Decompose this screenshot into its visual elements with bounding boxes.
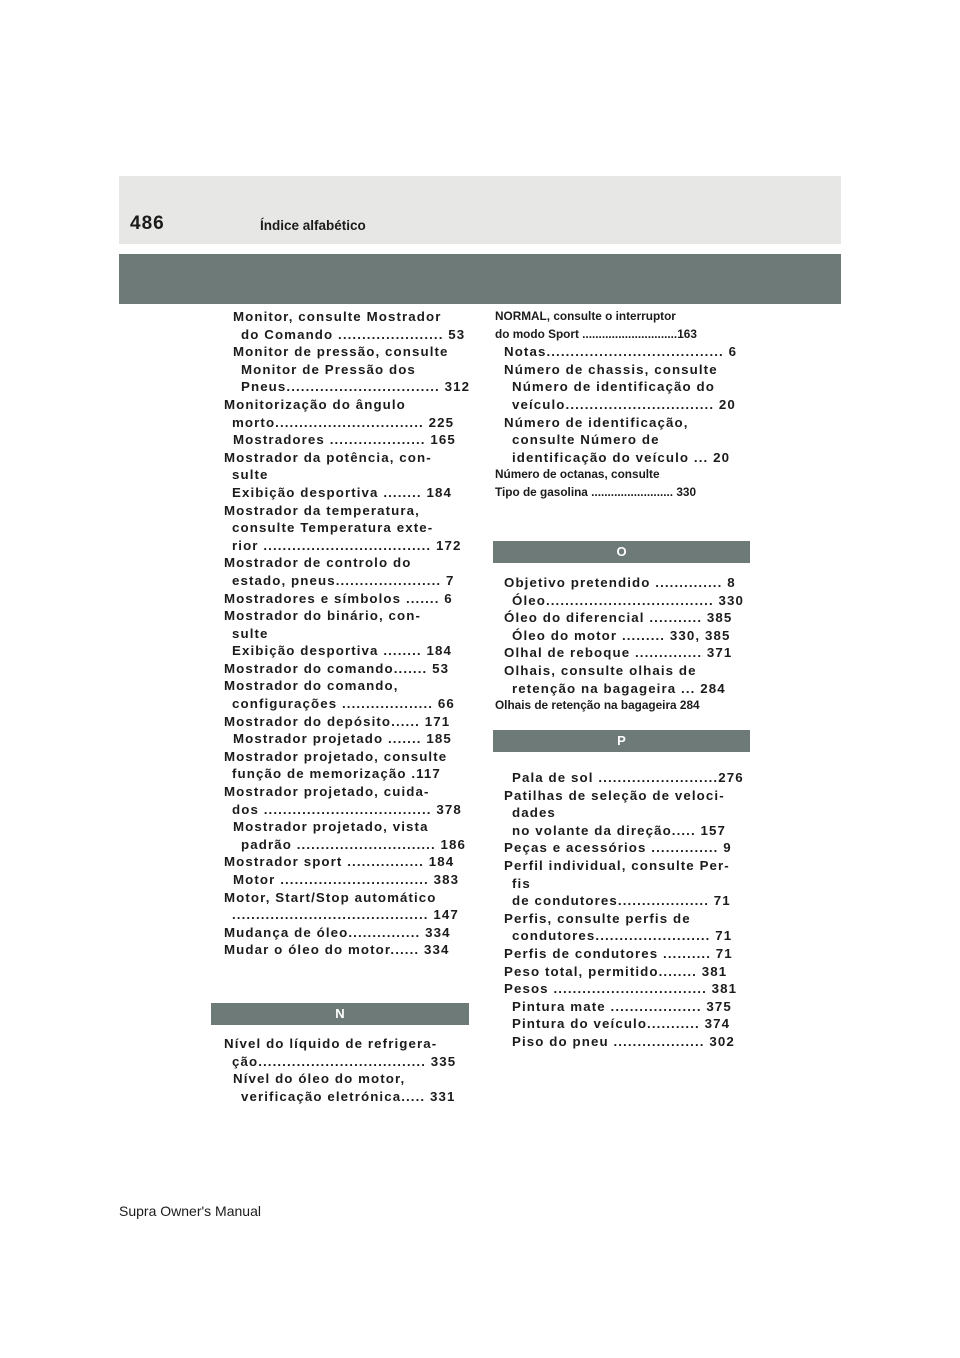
index-entry-line: Olhais de retenção na bagageira 284 <box>495 698 700 713</box>
index-entry-line: consulte Número de <box>512 432 660 448</box>
index-entry-line: Peças e acessórios .............. 9 <box>504 840 732 856</box>
index-entry-line: Mudar o óleo do motor...... 334 <box>224 942 450 958</box>
index-entry <box>495 609 751 644</box>
index-entry <box>495 574 751 609</box>
index-entry-line: Tipo de gasolina ......................... 330 <box>495 484 697 499</box>
index-entry-line: Mostradores .................... 165 <box>233 432 456 448</box>
index-entry-line: Pala de sol .........................276 <box>512 770 744 785</box>
index-entry-line: Número de identificação do <box>512 379 715 395</box>
index-entry <box>224 871 462 889</box>
index-entry-line: função de memorização .117 <box>232 766 441 782</box>
index-entry <box>495 963 751 981</box>
index-entry-line: veículo............................... 20 <box>512 396 736 412</box>
index-entry-line: Monitorização do ângulo <box>224 396 406 412</box>
index-entry-line: Óleo................................... 330 <box>512 592 745 608</box>
index-entry-line: Óleo do motor ......... 330, 385 <box>512 627 731 643</box>
index-entry-line: retenção na bagageira ... 284 <box>512 680 726 696</box>
index-entry-line: Monitor de pressão, consulte <box>233 344 449 360</box>
index-entry-line: sulte <box>232 467 269 483</box>
index-entry <box>224 660 462 678</box>
index-entry-line: Mostrador projetado, cuida- <box>224 784 430 800</box>
index-entry-line: Número de chassis, consulte <box>504 361 718 377</box>
index-entry-line: Mostrador do comando....... 53 <box>224 660 450 676</box>
index-entry-line: Mostradores e símbolos ....... 6 <box>224 590 453 606</box>
index-entry-line: estado, pneus...................... 7 <box>232 572 455 588</box>
index-entry-line: Olhal de reboque .............. 371 <box>504 645 733 661</box>
index-entry-line: Piso do pneu ................... 302 <box>512 1033 735 1049</box>
index-entry <box>495 910 751 945</box>
index-column-left <box>224 308 471 959</box>
page-number: 486 <box>130 213 165 234</box>
index-entry <box>224 554 462 589</box>
index-entry-line: verificação eletrónica..... 331 <box>241 1088 456 1104</box>
index-entry <box>495 414 751 467</box>
index-entry <box>224 1035 462 1070</box>
index-entry-line: Peso total, permitido........ 381 <box>504 963 728 979</box>
index-entry-line: Monitor, consulte Mostrador <box>233 309 442 324</box>
index-entry <box>224 941 462 959</box>
index-entry <box>224 1070 462 1105</box>
index-entry-line: Objetivo pretendido .............. 8 <box>504 575 736 590</box>
index-entry-line: configurações ................... 66 <box>232 696 455 712</box>
index-entry-line: Pintura do veículo........... 374 <box>512 1016 731 1032</box>
index-entry-line: Número de identificação, <box>504 414 689 430</box>
section-header-n: N <box>211 1003 469 1025</box>
index-entry <box>495 662 751 697</box>
header-band <box>119 176 841 244</box>
index-entry <box>495 308 751 326</box>
index-entry <box>224 343 471 396</box>
index-entry-line: Mostrador do binário, con- <box>224 608 422 624</box>
index-list-n <box>224 1035 462 1105</box>
index-entry-line: Mostrador do depósito...... 171 <box>224 713 451 729</box>
index-entry-line: Mostrador da potência, con- <box>224 449 432 465</box>
index-list-m <box>224 308 471 959</box>
index-entry-line: de condutores................... 71 <box>512 893 731 909</box>
index-entry-line: Mostrador sport ................ 184 <box>224 854 455 870</box>
index-entry-line: Mudança de óleo............... 334 <box>224 924 451 940</box>
index-entry <box>495 787 751 840</box>
index-entry-line: Mostrador projetado, consulte <box>224 748 448 764</box>
index-entry-line: Patilhas de seleção de veloci- <box>504 787 725 803</box>
index-entry-line: Notas..................................... 6 <box>504 344 738 360</box>
index-entry <box>495 839 751 857</box>
index-entry-line: condutores........................ 71 <box>512 928 733 944</box>
index-entry <box>224 889 462 924</box>
index-entry-line: dades <box>512 805 556 821</box>
section-header-o: O <box>493 541 750 563</box>
index-entry-line: consulte Temperatura exte- <box>232 520 434 536</box>
index-entry-line: morto............................... 225 <box>232 414 455 430</box>
header-dark-band <box>119 254 841 304</box>
index-entry-line: fis <box>512 875 531 891</box>
index-entry <box>224 818 467 853</box>
index-entry-line: Pneus................................ 312 <box>241 379 471 395</box>
index-entry <box>495 857 751 910</box>
index-entry <box>495 980 751 1050</box>
index-entry-line: sulte <box>232 625 269 641</box>
index-entry <box>224 924 462 942</box>
index-entry-line: padrão ............................. 186 <box>241 836 467 852</box>
index-entry-line: Pesos ................................ 381 <box>504 981 738 997</box>
index-entry-line: do modo Sport .............................163 <box>495 326 697 341</box>
index-entry-line: Mostrador do comando, <box>224 678 399 694</box>
index-entry-line: Mostrador de controlo do <box>224 555 412 571</box>
index-entry <box>224 590 462 608</box>
index-entry-line: NORMAL, consulte o interruptor <box>495 309 676 323</box>
index-entry-line: Pintura mate ................... 375 <box>512 998 732 1014</box>
index-entry-line: Nível do líquido de refrigera- <box>224 1036 438 1051</box>
section-header-p: P <box>493 730 750 752</box>
index-entry-line: Exibição desportiva ........ 184 <box>232 643 452 659</box>
index-entry <box>224 748 462 783</box>
index-entry <box>224 607 462 660</box>
index-entry <box>495 644 751 662</box>
index-entry-line: do Comando ...................... 53 <box>241 326 466 342</box>
index-entry <box>224 713 462 731</box>
index-entry <box>495 466 751 484</box>
index-entry <box>224 308 466 343</box>
index-entry-line: Motor ............................... 383 <box>233 872 460 887</box>
index-entry-line: dos ................................... 378 <box>232 801 462 817</box>
index-entry <box>495 697 751 715</box>
index-entry-line: ......................................... 147 <box>232 907 459 923</box>
index-entry-line: Exibição desportiva ........ 184 <box>232 484 452 500</box>
index-entry-line: Olhais, consulte olhais de <box>504 662 697 678</box>
index-entry <box>495 769 751 787</box>
index-entry-line: rior ................................... 172 <box>232 537 462 553</box>
index-entry <box>495 343 751 361</box>
index-entry-line: Mostrador projetado, vista <box>233 819 429 835</box>
index-entry-line: identificação do veículo ... 20 <box>512 449 731 465</box>
page-title: Índice alfabético <box>260 218 366 233</box>
index-column-right <box>495 308 751 502</box>
index-entry <box>224 677 462 712</box>
index-list-n-cont <box>495 308 751 502</box>
index-entry <box>224 730 462 748</box>
index-entry-line: Nível do óleo do motor, <box>233 1071 406 1087</box>
index-entry-line: Número de octanas, consulte <box>495 467 660 482</box>
index-entry <box>495 945 751 963</box>
index-list-p <box>495 769 751 1051</box>
index-entry-line: Perfil individual, consulte Per- <box>504 857 730 873</box>
index-entry-line: Perfis de condutores .......... 71 <box>504 945 733 961</box>
index-entry <box>495 326 751 344</box>
index-entry <box>224 502 462 555</box>
index-entry-line: Monitor de Pressão dos <box>241 361 416 377</box>
index-entry <box>224 396 462 431</box>
index-entry <box>224 449 462 502</box>
index-entry <box>224 783 462 818</box>
index-entry-line: Motor, Start/Stop automático <box>224 889 437 905</box>
index-entry-line: Mostrador da temperatura, <box>224 502 420 518</box>
index-entry <box>224 853 462 871</box>
index-entry-line: ção................................... 335 <box>232 1053 457 1069</box>
index-entry-line: no volante da direção..... 157 <box>512 822 727 838</box>
index-entry-line: Perfis, consulte perfis de <box>504 910 691 926</box>
index-entry <box>495 361 751 414</box>
footer-text: Supra Owner's Manual <box>119 1203 261 1219</box>
index-entry-line: Óleo do diferencial ........... 385 <box>504 610 733 626</box>
index-entry <box>224 431 462 449</box>
index-entry-line: Mostrador projetado ....... 185 <box>233 731 452 747</box>
index-entry <box>495 484 751 502</box>
index-list-o <box>495 574 751 715</box>
